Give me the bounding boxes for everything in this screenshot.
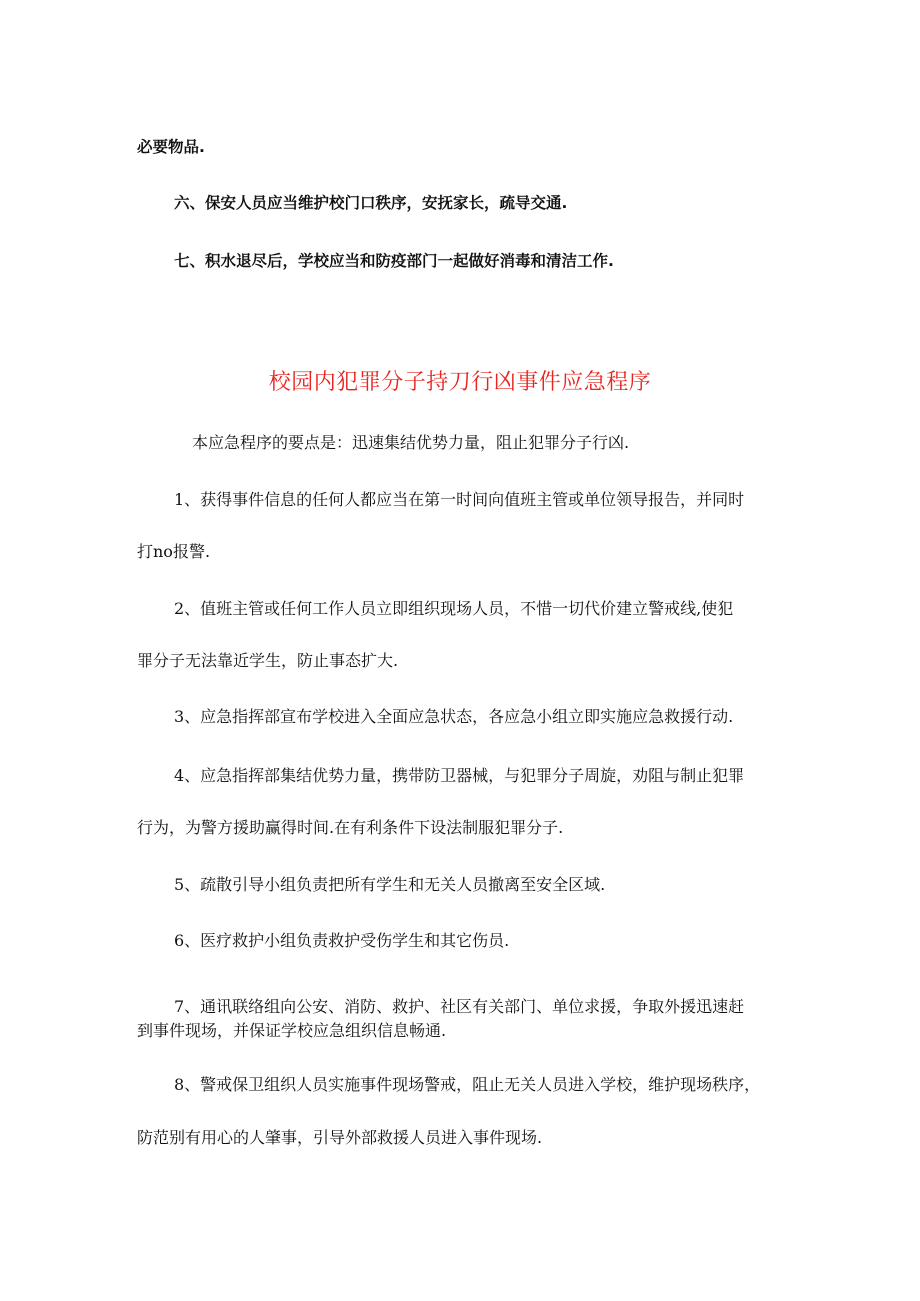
paragraph-line: 罪分子无法靠近学生，防止事态扩大. [137, 651, 399, 670]
paragraph-line: 2、值班主管或任何工作人员立即组织现场人员，不惜一切代价建立警戒线,使犯 [174, 599, 734, 618]
paragraph-line: 打no报警. [137, 542, 211, 561]
paragraph-line: 7、通讯联络组向公安、消防、救护、社区有关部门、单位求援，争取外援迅速赶 [174, 997, 745, 1016]
paragraph-line: 6、医疗救护小组负责救护受伤学生和其它伤员. [174, 931, 510, 950]
document-title: 校园内犯罪分子持刀行凶事件应急程序 [268, 370, 652, 395]
paragraph-line: 到事件现场，并保证学校应急组织信息畅通. [137, 1021, 447, 1040]
intro-paragraph: 本应急程序的要点是：迅速集结优势力量，阻止犯罪分子行凶. [192, 433, 630, 452]
paragraph-line: 5、疏散引导小组负责把所有学生和无关人员撤离至安全区域. [174, 875, 606, 894]
paragraph-line: 行为，为警方援助赢得时间.在有利条件下设法制服犯罪分子. [137, 818, 564, 837]
paragraph-line: 防范别有用心的人肇事，引导外部救援人员进入事件现场. [137, 1128, 543, 1147]
paragraph-line: 3、应急指挥部宣布学校进入全面应急状态，各应急小组立即实施应急救援行动. [174, 707, 734, 726]
text-line: 六、保安人员应当维护校门口秩序，安抚家长，疏导交通. [174, 194, 568, 212]
text-line: 七、积水退尽后，学校应当和防疫部门一起做好消毒和清洁工作. [174, 252, 614, 270]
paragraph-line: 8、警戒保卫组织人员实施事件现场警戒，阻止无关人员进入学校，维护现场秩序， [174, 1075, 761, 1094]
text-line: 必要物品. [137, 138, 205, 156]
paragraph-line: 4、应急指挥部集结优势力量，携带防卫器械，与犯罪分子周旋，劝阻与制止犯罪 [174, 766, 745, 785]
paragraph-line: 1、获得事件信息的任何人都应当在第一时间向值班主管或单位领导报告，并同时 [174, 490, 745, 509]
